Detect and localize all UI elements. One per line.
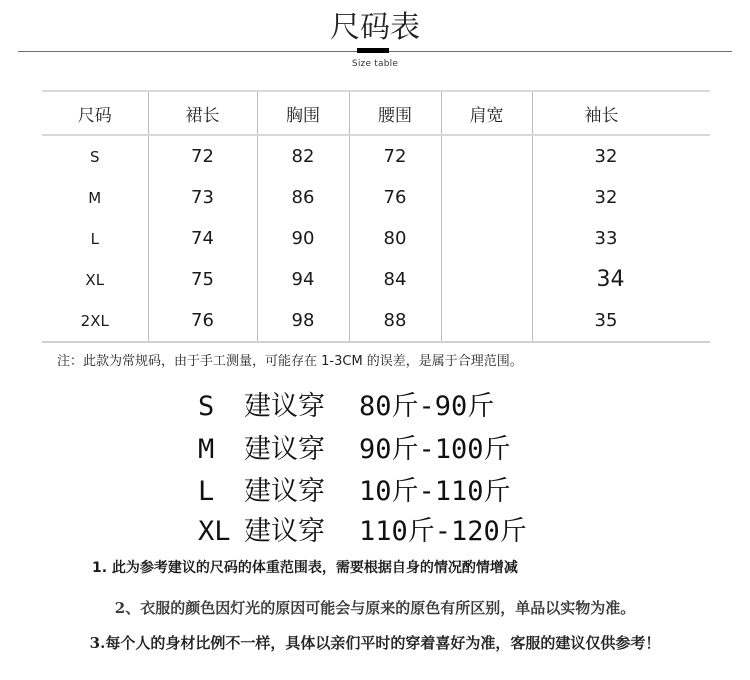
table-cell (441, 300, 532, 342)
recommendation-row (198, 427, 511, 466)
table-header-row (42, 91, 710, 135)
table-cell: 72 (148, 135, 257, 177)
recommendation-range: 10斤-110斤 (359, 476, 511, 507)
table-cell: 84 (349, 259, 441, 300)
recommendation-word: 建议穿 (244, 516, 325, 547)
table-cell: 82 (257, 135, 349, 177)
column-header: 胸围 (257, 91, 349, 135)
column-header: 袖长 (532, 91, 710, 135)
table-cell (441, 177, 532, 218)
column-header: 肩宽 (441, 91, 532, 135)
table-cell: XL (85, 270, 105, 289)
footnote-2: 2、衣服的颜色因灯光的原因可能会与原来的原色有所区别，单品以实物为准。 (114, 599, 636, 617)
measurement-note: 注：此款为常规码，由于手工测量，可能存在 1-3CM 的误差，是属于合理范围。 (57, 354, 523, 369)
table-cell: 72 (349, 135, 441, 177)
recommendation-range: 80斤-90斤 (359, 391, 495, 422)
recommendation-row (198, 384, 494, 423)
table-cell: S (89, 147, 100, 166)
column-header: 裙长 (148, 91, 257, 135)
recommendation-word: 建议穿 (244, 434, 325, 465)
footnote-1: 1. 此为参考建议的尺码的体重范围表，需要根据自身的情况酌情增减 (92, 560, 518, 576)
recommendation-size: S (198, 391, 215, 422)
table-cell: 98 (257, 300, 349, 342)
recommendation-row (198, 469, 511, 508)
table-cell: 73 (148, 177, 257, 218)
table-row (42, 259, 710, 300)
table-cell (441, 135, 532, 177)
recommendation-range: 110斤-120斤 (359, 516, 527, 547)
table-cell: 75 (148, 259, 257, 300)
table-cell: 32 (532, 177, 710, 218)
table-cell: 34 (532, 259, 710, 300)
recommendation-size: L (198, 476, 215, 507)
table-cell (441, 259, 532, 300)
recommendation-word: 建议穿 (244, 476, 325, 507)
page-subtitle: Size table (351, 59, 399, 69)
recommendation-size: XL (198, 516, 231, 547)
table-cell: 86 (257, 177, 349, 218)
recommendation-range: 90斤-100斤 (359, 434, 511, 465)
recommendation-word: 建议穿 (244, 391, 325, 422)
table-cell: 90 (257, 218, 349, 259)
column-header: 尺码 (42, 91, 148, 135)
table-cell: L (90, 229, 99, 248)
table-cell: 32 (532, 135, 710, 177)
table-cell: 76 (349, 177, 441, 218)
table-cell: 35 (532, 300, 710, 342)
table-cell: M (88, 188, 102, 207)
table-cell (441, 218, 532, 259)
table-cell: 33 (532, 218, 710, 259)
table-row (42, 177, 710, 218)
table-cell: 94 (257, 259, 349, 300)
recommendation-row (198, 509, 527, 548)
size-table (42, 90, 710, 343)
table-cell: 74 (148, 218, 257, 259)
table-row (42, 300, 710, 342)
table-cell: 80 (349, 218, 441, 259)
page-title: 尺码表 (330, 10, 420, 45)
recommendation-size: M (198, 434, 215, 465)
footnote-3: 3.每个人的身材比例不一样，具体以亲们平时的穿着喜好为准，客服的建议仅供参考！ (89, 634, 661, 652)
table-cell: 76 (148, 300, 257, 342)
table-row (42, 218, 710, 259)
table-cell: 2XL (42, 300, 148, 342)
table-row (42, 135, 710, 177)
table-cell: 88 (349, 300, 441, 342)
column-header: 腰围 (349, 91, 441, 135)
title-accent-bar (357, 48, 389, 53)
